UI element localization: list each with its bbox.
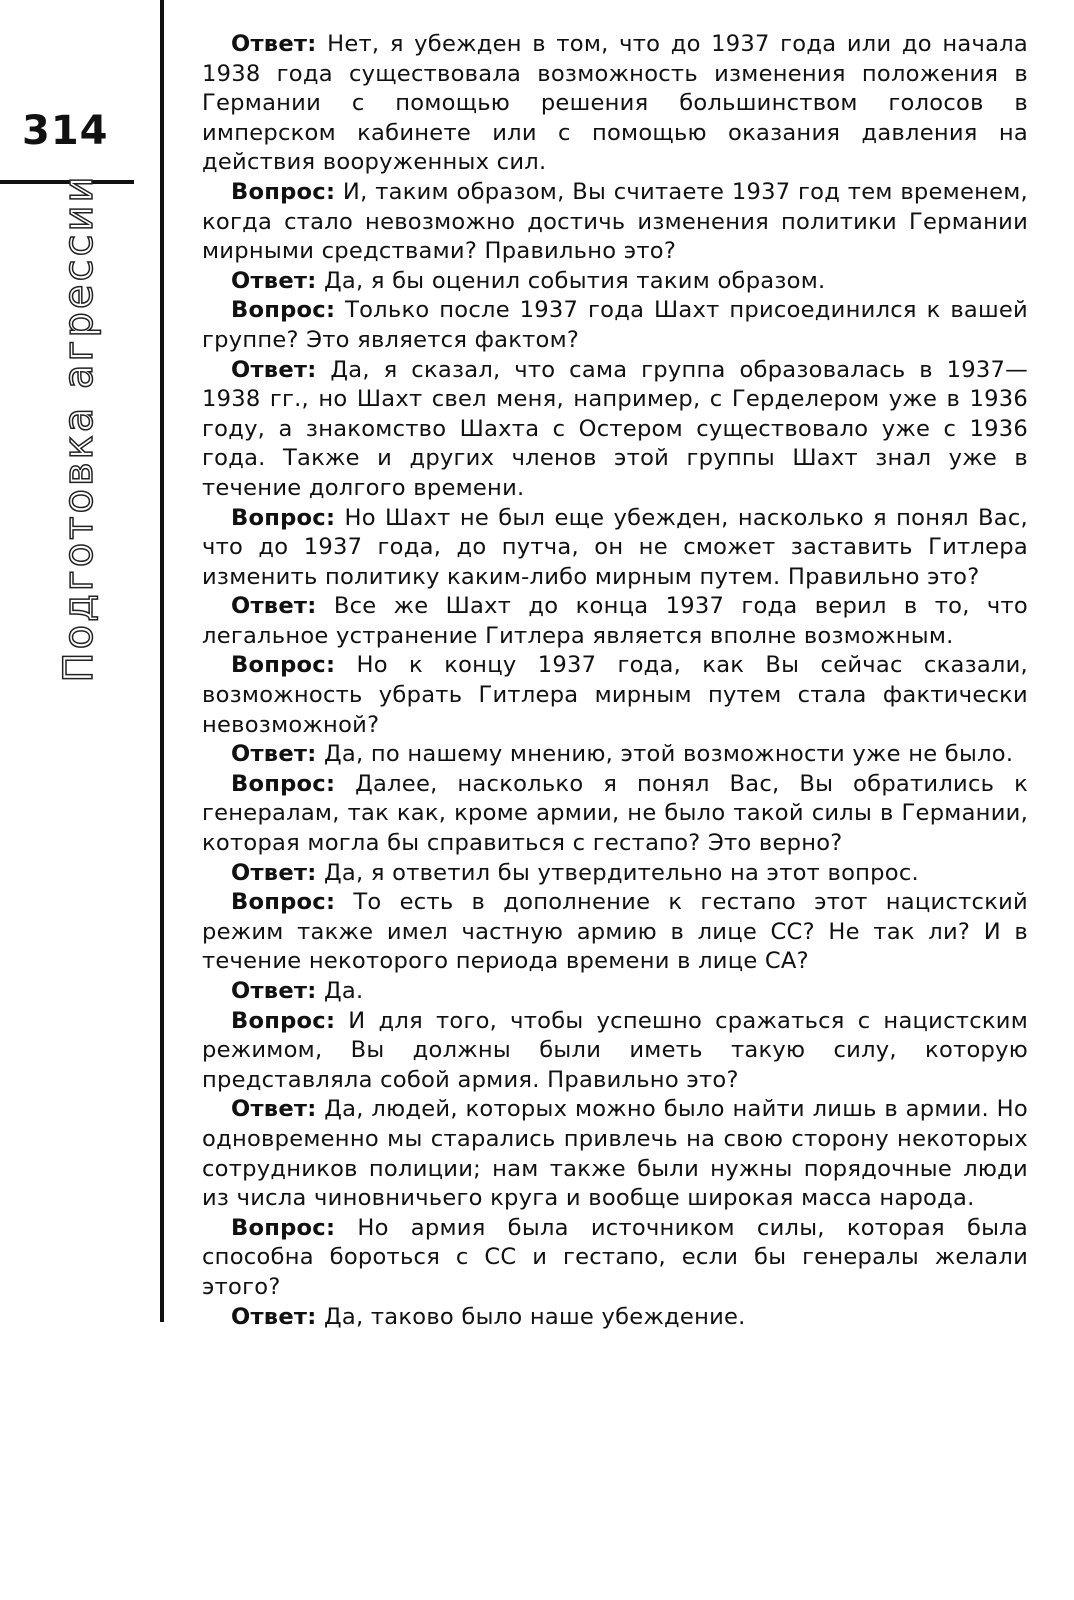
dialogue-text: Да, я бы оценил события таким образом. [316,267,826,294]
speaker-label: Ответ: [231,31,317,57]
speaker-label: Ответ: [231,859,317,886]
dialogue-paragraph [202,267,1028,297]
speaker-label: Вопрос: [231,1007,336,1034]
speaker-label: Вопрос: [231,770,336,797]
dialogue-text: Да. [316,978,364,1004]
speaker-label: Вопрос: [231,178,336,205]
dialogue-text: Да, я ответил бы утвердительно на этот вопрос. [316,859,919,886]
running-title: Подготовка агрессии [56,173,102,683]
dialogue-text: Далее, насколько я понял Вас, Вы обратились к генералам, так как, кроме армии, не было такой силы в Германии, которая могла бы справиться с гестапо? Это верно? [202,770,1028,857]
dialogue-paragraph [202,178,1028,267]
speaker-label: Вопрос: [231,889,336,916]
speaker-label: Ответ: [231,267,317,294]
dialogue-paragraph [202,1095,1028,1213]
dialogue-text: То есть в дополнение к гестапо этот нацистский режим также имел частную армию в лице СС? Не так ли? И в течение некоторого периода времени в лице СА? [202,889,1028,975]
dialogue-paragraph [202,1303,1028,1333]
dialogue-text: Все же Шахт до конца 1937 года верил в то, что легальное устранение Гитлера является вполне возможным. [202,593,1028,649]
speaker-label: Ответ: [231,593,317,620]
dialogue-paragraph [202,888,1028,977]
dialogue-paragraph [202,504,1028,593]
dialogue-paragraph [202,296,1028,355]
dialogue-text: И, таким образом, Вы считаете 1937 год тем временем, когда стало невозможно достичь изменения политики Германии мирными средствами? Правильно это? [202,178,1028,265]
speaker-label: Вопрос: [231,297,336,324]
speaker-label: Вопрос: [231,1214,336,1241]
speaker-label: Ответ: [231,1096,317,1123]
dialogue-text: Да, людей, которых можно было найти лишь в армии. Но одновременно мы старались привлечь на свою сторону некоторых сотрудников полиции; нам также были нужны порядочные люди из числа чиновничьего круга и вообще широкая масса народа. [202,1096,1028,1212]
dialogue-text: Нет, я убежден в том, что до 1937 года или до начала 1938 года существовала возможность изменения положения в Германии с помощью решения большинством голосов в имперском кабинете или с помощью оказания давления на действия вооруженных сил. [202,31,1028,176]
dialogue-text: Но Шахт не был еще убежден, насколько я понял Вас, что до 1937 года, до путча, он не сможет заставить Гитлера изменить политику каким-либо мирным путем. Правильно это? [202,504,1028,590]
dialogue-paragraph [202,1214,1028,1303]
speaker-label: Ответ: [231,356,317,383]
vertical-rule [160,0,164,1322]
speaker-label: Вопрос: [231,504,336,531]
speaker-label: Ответ: [231,978,317,1004]
dialogue-paragraph [202,356,1028,504]
dialogue-text: Да, по нашему мнению, этой возможности уже не было. [316,741,1014,768]
dialogue-text: Но армия была источником силы, которая была способна бороться с СС и гестапо, если бы генералы желали этого? [202,1214,1028,1300]
dialogue-text: Но к концу 1937 года, как Вы сейчас сказали, возможность убрать Гитлера мирным путем стала фактически невозможной? [202,652,1028,738]
dialogue-paragraph [202,770,1028,859]
dialogue-paragraph [202,651,1028,740]
dialogue-paragraph [202,740,1028,770]
dialogue-paragraph [202,592,1028,651]
speaker-label: Ответ: [231,741,317,768]
dialogue-text: И для того, чтобы успешно сражаться с нацистским режимом, Вы должны были иметь такую силу, которую представляла собой армия. Правильно это? [202,1007,1028,1093]
dialogue-paragraph [202,1007,1028,1096]
dialogue-text: Только после 1937 года Шахт присоединился к вашей группе? Это является фактом? [202,297,1028,353]
page-number: 314 [22,108,109,154]
dialogue-text: Да, я сказал, что сама группа образовалась в 1937—1938 гг., но Шахт свел меня, например, с Герделером уже в 1936 году, а знакомство Шахта с Остером существовало уже с 1936 года. Также и других членов этой группы Шахт знал уже в течение долгого времени. [202,356,1028,501]
transcript-body [202,30,1028,1332]
speaker-label: Ответ: [231,1303,317,1330]
dialogue-paragraph [202,977,1028,1007]
dialogue-paragraph [202,30,1028,178]
dialogue-paragraph [202,859,1028,889]
dialogue-text: Да, таково было наше убеждение. [316,1303,746,1330]
speaker-label: Вопрос: [231,652,336,679]
